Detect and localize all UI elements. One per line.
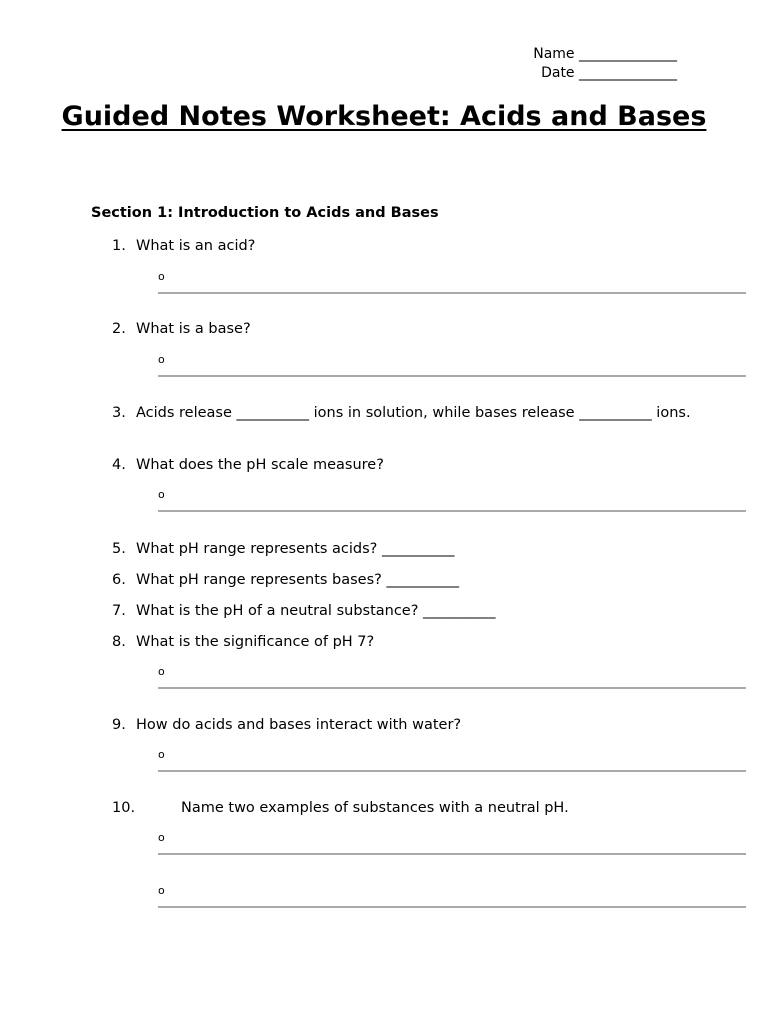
- question-text: What pH range represents bases? __________: [136, 572, 459, 588]
- answer-line: [158, 748, 746, 772]
- page-title: Guided Notes Worksheet: Acids and Bases: [61, 101, 707, 132]
- name-blank: ______________: [579, 46, 677, 62]
- question-item: [112, 539, 692, 560]
- name-field: [533, 45, 677, 64]
- question-text: What is an acid?: [136, 238, 256, 254]
- answer-line: [158, 488, 746, 512]
- answer-bullet: o: [158, 748, 165, 761]
- question-item: [112, 632, 692, 653]
- question-number: 3.: [112, 405, 126, 421]
- question-text: Name two examples of substances with a neutral pH.: [181, 800, 569, 816]
- question-number: 9.: [112, 717, 126, 733]
- answer-bullet: o: [158, 884, 165, 897]
- question-text: How do acids and bases interact with water?: [136, 717, 462, 733]
- question-number: 5.: [112, 541, 126, 557]
- question-item: [112, 403, 692, 424]
- question-item: [112, 715, 692, 736]
- answer-bullet: o: [158, 353, 165, 366]
- answer-line: [158, 353, 746, 377]
- question-text: What is a base?: [136, 321, 251, 337]
- answer-bullet: o: [158, 665, 165, 678]
- header-fields: [533, 45, 677, 83]
- question-item: [112, 570, 692, 591]
- question-item: [112, 798, 692, 819]
- question-text: What is the pH of a neutral substance? __________: [136, 603, 496, 619]
- date-label: Date: [541, 65, 575, 81]
- answer-bullet: o: [158, 831, 165, 844]
- answer-line: [158, 831, 746, 855]
- question-item: [112, 455, 692, 476]
- question-text: Acids release __________ ions in solution, while bases release __________ ions.: [136, 405, 691, 421]
- question-text: What does the pH scale measure?: [136, 457, 384, 473]
- question-number: 8.: [112, 634, 126, 650]
- question-text: What pH range represents acids? __________: [136, 541, 455, 557]
- name-label: Name: [533, 46, 575, 62]
- date-field: [533, 64, 677, 83]
- answer-bullet: o: [158, 488, 165, 501]
- date-blank: ______________: [579, 65, 677, 81]
- question-number: 7.: [112, 603, 126, 619]
- section-heading: Section 1: Introduction to Acids and Bases: [91, 205, 439, 221]
- question-text: What is the significance of pH 7?: [136, 634, 375, 650]
- question-item: [112, 601, 692, 622]
- question-number: 10.: [112, 800, 136, 816]
- question-number: 1.: [112, 238, 126, 254]
- question-number: 4.: [112, 457, 126, 473]
- question-item: [112, 236, 692, 257]
- question-number: 2.: [112, 321, 126, 337]
- answer-line: [158, 270, 746, 294]
- answer-line: [158, 884, 746, 908]
- question-number: 6.: [112, 572, 126, 588]
- question-item: [112, 319, 692, 340]
- answer-line: [158, 665, 746, 689]
- answer-bullet: o: [158, 270, 165, 283]
